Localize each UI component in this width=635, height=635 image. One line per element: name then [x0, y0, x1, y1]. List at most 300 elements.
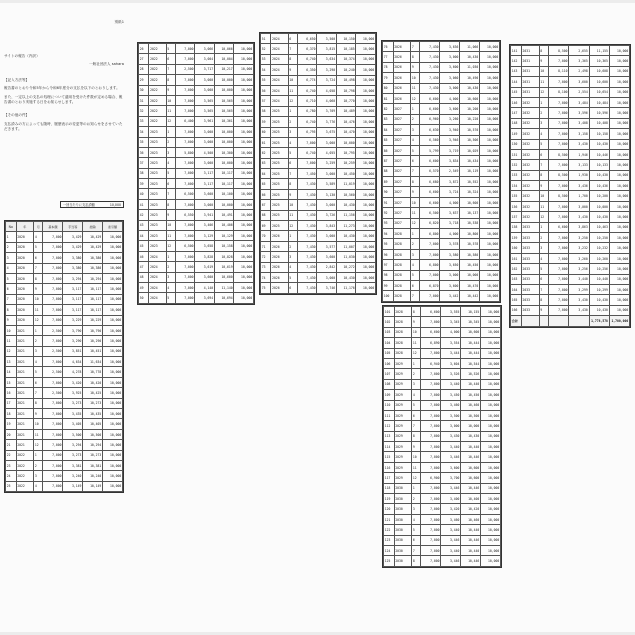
table-cell: 3,380	[63, 263, 83, 273]
table-row	[384, 400, 501, 410]
table-cell: 3,650	[440, 260, 460, 270]
table-cell: 2024	[271, 96, 288, 106]
table-cell: 2023	[149, 127, 166, 137]
table-cell: 19	[6, 419, 17, 429]
table-cell: 41	[139, 199, 149, 209]
table-cell: 3,600	[440, 62, 460, 72]
table-cell: 10,470	[460, 280, 480, 290]
table-total-cell	[569, 316, 589, 326]
table-cell: 4	[166, 158, 175, 168]
table-cell: 166	[511, 305, 522, 315]
table-cell: 3,240	[63, 471, 83, 481]
table-row	[6, 232, 123, 242]
table-cell: 7,430	[297, 221, 317, 231]
table-cell: 13	[6, 357, 17, 367]
table-cell: 4,000	[440, 93, 460, 103]
table-cell: 3	[539, 243, 549, 253]
table-row	[261, 127, 376, 137]
table-cell: 8	[288, 179, 297, 189]
table-row	[384, 462, 501, 472]
table-cell: 7,000	[420, 249, 440, 259]
table-cell: 10,000	[356, 272, 376, 282]
table-cell: 10,000	[460, 270, 480, 280]
table-cell: 10,600	[460, 93, 480, 103]
table-cell: 10,446	[461, 556, 481, 566]
table-cell: 10,430	[589, 170, 609, 180]
table-total-cell	[549, 316, 569, 326]
table-cell: 10,000	[103, 284, 123, 294]
table-cell: 10,405	[83, 419, 103, 429]
table-cell: 10,430	[460, 83, 480, 93]
table-cell: 12	[34, 440, 43, 450]
table-cell: 7,000	[549, 295, 569, 305]
table-cell: 69	[261, 221, 271, 231]
table-cell: 94	[383, 229, 394, 239]
table-cell: 98	[383, 270, 394, 280]
table-cell: 10,450	[336, 169, 356, 179]
table-cell: 10,446	[461, 535, 481, 545]
table-row	[384, 421, 501, 431]
table-cell: 10,000	[234, 199, 254, 209]
table-cell: 2029	[394, 358, 412, 368]
table-cell: 6,600	[420, 156, 440, 166]
table-cell: 10,000	[234, 282, 254, 292]
table-cell: 6,560	[420, 135, 440, 145]
data-table-column-6	[509, 44, 631, 328]
table-cell: 8,110	[549, 66, 569, 76]
table-cell: 2026	[393, 73, 411, 83]
table-cell: 70	[261, 231, 271, 241]
table-cell: 10,000	[481, 307, 501, 317]
table-cell: 115	[384, 452, 395, 462]
table-cell: 2025	[271, 127, 288, 137]
table-row	[383, 166, 500, 176]
table-cell: 2,500	[43, 388, 63, 398]
table-cell: 2027	[393, 177, 411, 187]
table-cell: 3,600	[441, 462, 461, 472]
table-cell: 10,000	[609, 118, 629, 128]
table-cell: 7,000	[421, 390, 441, 400]
document-title: サイトの報告（内訳）	[4, 54, 40, 58]
table-cell: 3,158	[569, 129, 589, 139]
table-cell: 71	[261, 241, 271, 251]
table-cell: 2029	[394, 452, 412, 462]
table-cell: 10,000	[480, 177, 500, 187]
table-row	[384, 494, 501, 504]
table-cell: 10	[539, 66, 549, 76]
table-cell: 5	[412, 400, 421, 410]
table-cell: 6	[411, 280, 420, 290]
table-cell: 2022	[16, 471, 34, 481]
table-row	[139, 127, 254, 137]
table-cell: 10,565	[214, 106, 234, 116]
table-cell: 7,000	[175, 272, 195, 282]
table-cell: 10,000	[480, 114, 500, 124]
table-cell: 6	[288, 283, 297, 293]
table-cell: 10	[166, 220, 175, 230]
table-cell: 2033	[521, 295, 539, 305]
table-cell: 2025	[271, 106, 288, 116]
table-cell: 3,290	[317, 65, 337, 75]
table-cell: 10,000	[481, 452, 501, 462]
table-row	[6, 388, 123, 398]
table-cell: 7,000	[43, 242, 63, 252]
table-cell: 3,129	[195, 231, 215, 241]
table-cell: 2022	[149, 75, 166, 85]
table-cell: 3,256	[569, 264, 589, 274]
table-cell: 10,000	[234, 116, 254, 126]
table-cell: 10,361	[214, 116, 234, 126]
table-row	[261, 189, 376, 199]
table-cell: 2023	[149, 231, 166, 241]
table-cell: 3,717	[195, 64, 215, 74]
table-cell: 10,430	[460, 52, 480, 62]
table-cell: 2025	[271, 117, 288, 127]
table-row	[139, 54, 254, 64]
table-cell: 3,834	[440, 156, 460, 166]
table-cell: 124	[384, 545, 395, 555]
table-cell: 2028	[393, 280, 411, 290]
table-cell: 10,430	[589, 305, 609, 315]
table-cell: 3	[288, 127, 297, 137]
table-total-row	[511, 316, 630, 326]
table-cell: 10,000	[234, 189, 254, 199]
table-cell: 10,000	[214, 199, 234, 209]
table-row	[383, 73, 500, 83]
table-cell: 11,156	[336, 210, 356, 220]
table-cell: 7,000	[175, 75, 195, 85]
table-cell: 3,430	[569, 212, 589, 222]
table-cell: 2030	[394, 556, 412, 566]
table-cell: 2,842	[317, 262, 337, 272]
table-cell: 10,229	[83, 315, 103, 325]
table-cell: 6,500	[175, 189, 195, 199]
table-cell: 85	[383, 135, 394, 145]
table-cell: 10,240	[83, 471, 103, 481]
table-cell: 3,446	[441, 535, 461, 545]
table-cell: 10,000	[234, 147, 254, 157]
table-cell: 2033	[521, 284, 539, 294]
table-cell: 10,000	[103, 315, 123, 325]
table-cell: 7,430	[297, 200, 317, 210]
table-cell: 10,552	[460, 177, 480, 187]
table-cell: 10,380	[83, 263, 103, 273]
table-cell: 10,000	[481, 462, 501, 472]
table-cell: 7,000	[43, 450, 63, 460]
table-cell: 10,442	[460, 291, 480, 301]
table-row	[384, 369, 501, 379]
table-cell: 3,232	[569, 243, 589, 253]
table-cell: 3,851	[63, 346, 83, 356]
table-cell: 160	[511, 243, 522, 253]
table-cell: 6,350	[297, 65, 317, 75]
table-cell: 2022	[149, 54, 166, 64]
table-cell: 2026	[393, 52, 411, 62]
table-cell: 10,000	[481, 442, 501, 452]
table-row	[261, 200, 376, 210]
table-cell: 10,000	[480, 249, 500, 259]
table-cell: 8,500	[549, 170, 569, 180]
table-cell: 3,596	[569, 108, 589, 118]
table-cell: 11,273	[336, 221, 356, 231]
table-cell: 9	[411, 187, 420, 197]
table-cell: 3,000	[569, 201, 589, 211]
section2-line-1: 支払済みの方によっても随時、履歴表示の変更等のお知らせをさせていただきます。	[4, 121, 123, 132]
table-cell: 3,600	[440, 104, 460, 114]
table-cell: 12	[412, 348, 421, 358]
table-cell: 7,000	[421, 535, 441, 545]
table-cell: 89	[383, 177, 394, 187]
table-cell: 10,000	[609, 201, 629, 211]
table-cell: 38	[139, 168, 149, 178]
table-cell: 10,380	[83, 253, 103, 263]
table-cell: 10,560	[336, 189, 356, 199]
table-cell: 2027	[393, 197, 411, 207]
table-cell: 10,694	[214, 293, 234, 303]
table-cell: 10,000	[480, 125, 500, 135]
table-row	[511, 160, 630, 170]
table-cell: 10,000	[609, 305, 629, 315]
table-row	[511, 191, 630, 201]
table-cell: 10,420	[83, 377, 103, 387]
table-cell: 9	[166, 210, 175, 220]
table-cell: 109	[384, 390, 395, 400]
table-row	[384, 556, 501, 566]
table-cell: 3,299	[569, 284, 589, 294]
table-cell: 7,000	[549, 108, 569, 118]
table-cell: 7,000	[421, 494, 441, 504]
table-cell: 3,294	[63, 273, 83, 283]
table-cell: 103	[384, 327, 395, 337]
table-cell: 2028	[394, 317, 412, 327]
table-cell: 3,460	[441, 514, 461, 524]
table-cell: 47	[139, 262, 149, 272]
table-cell: 7	[411, 291, 420, 301]
table-cell: 3,604	[441, 358, 461, 368]
table-cell: 10,000	[609, 139, 629, 149]
table-cell: 2027	[393, 114, 411, 124]
table-cell: 2021	[16, 388, 34, 398]
table-cell: 7,000	[420, 239, 440, 249]
table-row	[383, 208, 500, 218]
table-cell: 4	[411, 135, 420, 145]
table-cell: 78	[383, 62, 394, 72]
table-cell: 2032	[521, 212, 539, 222]
table-cell: 11,176	[336, 283, 356, 293]
table-cell: 10,000	[356, 241, 376, 251]
table-cell: 3,450	[441, 390, 461, 400]
table-cell: 2021	[16, 346, 34, 356]
table-cell: 99	[383, 280, 394, 290]
table-cell: 3	[166, 147, 175, 157]
table-cell: 36	[139, 147, 149, 157]
table-cell: 53	[261, 54, 271, 64]
table-row	[383, 291, 500, 301]
table-cell: 6	[166, 54, 175, 64]
table-cell: 10,000	[609, 149, 629, 159]
table-cell: 10,491	[214, 210, 234, 220]
table-cell: 3,000	[317, 137, 337, 147]
table-cell: 3,658	[195, 241, 215, 251]
table-cell: 10,000	[336, 137, 356, 147]
table-row	[139, 231, 254, 241]
table-row	[383, 156, 500, 166]
table-cell: 3	[34, 346, 43, 356]
table-cell: 144	[511, 77, 522, 87]
table-cell: 2026	[393, 83, 411, 93]
table-row	[139, 85, 254, 95]
table-cell: 2025	[271, 137, 288, 147]
table-row	[6, 450, 123, 460]
table-cell: 2028	[393, 229, 411, 239]
table-cell: 10,000	[356, 221, 376, 231]
table-cell: 10,000	[356, 75, 376, 85]
table-cell: 3,000	[317, 169, 337, 179]
table-row	[6, 253, 123, 263]
table-cell: 10,506	[460, 135, 480, 145]
table-cell: 7,000	[549, 243, 569, 253]
table-cell: 10,000	[609, 284, 629, 294]
table-cell: 3,724	[317, 75, 337, 85]
table-cell: 3,000	[441, 421, 461, 431]
table-cell: 143	[511, 66, 522, 76]
table-cell: 3,440	[569, 274, 589, 284]
table-cell: 10,000	[480, 52, 500, 62]
table-cell: 10,000	[356, 117, 376, 127]
table-cell: 10,220	[460, 114, 480, 124]
table-cell: 10,476	[336, 117, 356, 127]
table-cell: 11	[412, 462, 421, 472]
table-cell: 10,444	[461, 338, 481, 348]
table-row	[384, 452, 501, 462]
table-row	[511, 46, 630, 56]
table-cell: 3,380	[63, 253, 83, 263]
table-cell: 10,460	[461, 400, 481, 410]
table-cell: 2025	[271, 148, 288, 158]
table-cell: 2032	[521, 170, 539, 180]
table-cell: 22	[6, 450, 17, 460]
table-cell: 10,619	[214, 262, 234, 272]
table-cell: 5,800	[175, 147, 195, 157]
table-cell: 10,000	[480, 166, 500, 176]
table-cell: 4,060	[317, 96, 337, 106]
table-cell: 154	[511, 181, 522, 191]
table-cell: 10,345	[461, 317, 481, 327]
table-cell: 2022	[149, 95, 166, 105]
table-cell: 9	[412, 317, 421, 327]
table-cell: 10,600	[589, 77, 609, 87]
table-cell: 2,500	[43, 325, 63, 335]
table-cell: 4	[34, 232, 43, 242]
table-row	[511, 108, 630, 118]
table-cell: 6,800	[420, 260, 440, 270]
table-row	[261, 262, 376, 272]
data-table	[5, 221, 123, 492]
table-total-cell: 1,778,578	[589, 316, 609, 326]
table-cell: 9	[34, 409, 43, 419]
table-row	[261, 75, 376, 85]
table-cell: 3,260	[440, 114, 460, 124]
table-cell: 2023	[149, 189, 166, 199]
table-cell: 10,000	[103, 419, 123, 429]
table-cell: 7,000	[43, 315, 63, 325]
table-cell: 10,000	[480, 62, 500, 72]
table-cell: 59	[261, 117, 271, 127]
table-cell: 7,000	[549, 274, 569, 284]
table-cell: 2027	[393, 145, 411, 155]
table-cell: 6	[6, 284, 17, 294]
table-cell: 6,400	[175, 116, 195, 126]
table-cell: 162	[511, 264, 522, 274]
table-cell: 2033	[521, 243, 539, 253]
table-cell: 60	[261, 127, 271, 137]
table-cell: 11	[34, 305, 43, 315]
table-row	[261, 96, 376, 106]
table-cell: 3,637	[440, 208, 460, 218]
table-cell: 3,746	[317, 283, 337, 293]
table-cell: 58	[261, 106, 271, 116]
table-row	[139, 262, 254, 272]
table-row	[384, 317, 501, 327]
table-cell: 10,000	[356, 127, 376, 137]
table-cell: 6,600	[420, 197, 440, 207]
table-row	[261, 241, 376, 251]
table-cell: 2,554	[569, 87, 589, 97]
table-cell: 2032	[521, 181, 539, 191]
table-row	[261, 221, 376, 231]
table-cell: 10,406	[214, 220, 234, 230]
table-cell: 10,155	[461, 307, 481, 317]
table-cell: 10,000	[214, 127, 234, 137]
table-cell: 11	[166, 231, 175, 241]
table-cell: 2032	[521, 201, 539, 211]
table-row	[384, 535, 501, 545]
table-cell: 7,000	[549, 264, 569, 274]
table-cell: 3,580	[440, 249, 460, 259]
table-cell: 6,600	[421, 307, 441, 317]
table-cell: 10,000	[609, 212, 629, 222]
table-cell: 2025	[271, 200, 288, 210]
table-row	[261, 272, 376, 282]
table-cell: 10,000	[234, 95, 254, 105]
table-cell: 10,365	[589, 56, 609, 66]
table-row	[139, 137, 254, 147]
table-cell: 3,429	[63, 242, 83, 252]
table-cell: 3,675	[317, 127, 337, 137]
table-cell: 5	[539, 139, 549, 149]
table-row	[511, 170, 630, 180]
table-cell: 10,273	[83, 398, 103, 408]
table-cell: 10,240	[336, 65, 356, 75]
data-table-column-2	[137, 42, 255, 305]
table-cell: 10,798	[336, 85, 356, 95]
table-cell: 10,000	[480, 83, 500, 93]
table-cell: 2029	[394, 379, 412, 389]
table-cell: 10,600	[461, 473, 481, 483]
table-cell: 10,430	[589, 212, 609, 222]
table-cell: 7,430	[297, 283, 317, 293]
table-cell: 3	[6, 253, 17, 263]
table-cell: 54	[261, 65, 271, 75]
table-cell: 3,405	[63, 419, 83, 429]
table-row	[384, 514, 501, 524]
table-row	[384, 483, 501, 493]
table-cell: 108	[384, 379, 395, 389]
table-cell: 3,130	[317, 189, 337, 199]
table-cell: 1	[34, 450, 43, 460]
table-cell: 7,430	[297, 189, 317, 199]
table-row	[261, 106, 376, 116]
